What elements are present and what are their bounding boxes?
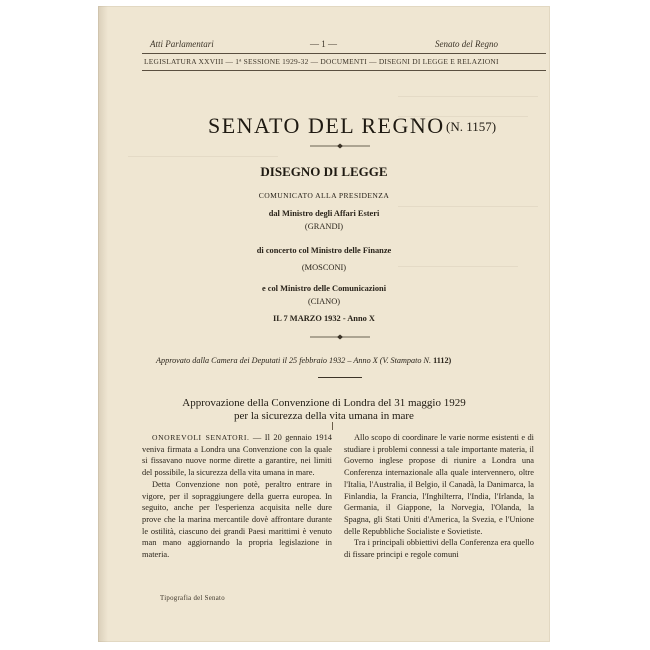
subject-line-2: per la sicurezza della vita umana in mare xyxy=(234,410,414,422)
approval-note xyxy=(156,356,451,365)
header-right: Senato del Regno xyxy=(435,39,498,49)
date-ornament-rule xyxy=(310,334,370,340)
bleed-through-line xyxy=(398,206,538,207)
left-column xyxy=(142,432,332,561)
left-paragraph-2: Detta Convenzione non potè, peraltro entrare in vigore, per il sopraggiungere della guerra europea. In seguito, anche per l'esperienza acquisita nelle dure prove che la marina mercantile dovè affrontare durante le ostilità, ciascuno dei grandi Paesi marittimi è venuto man mano aggiornando la propria legislazione in materia. xyxy=(142,479,332,560)
title-ornament-rule xyxy=(310,143,370,149)
legislature-meta-line: LEGISLATURA XXVIII — 1ª SESSIONE 1929-32 — DOCUMENTI — DISEGNI DI LEGGE E RELAZIONI xyxy=(144,57,499,66)
printer-footer: Tipografia del Senato xyxy=(160,595,225,602)
left-paragraph-1-text: — Il 20 gennaio 1914 veniva firmata a Londra una Convenzione con la quale si fissavano nuove norme dirette a garantire, nei limiti del possibile, la sicurezza della vita umana in mare. xyxy=(142,433,332,478)
approval-text: Approvato dalla Camera dei Deputati il 25 febbraio 1932 – Anno X (V. Stampato N. xyxy=(156,356,432,365)
page-number: — 1 — xyxy=(310,39,337,49)
minister-name-1: (GRANDI) xyxy=(304,222,344,231)
and-minister-line: e col Ministro delle Comunicazioni xyxy=(261,284,387,293)
concert-line: di concerto col Ministro delle Finanze xyxy=(256,246,392,255)
subject-line-1: Approvazione della Convenzione di Londra del 31 maggio 1929 xyxy=(182,397,466,409)
minister-name-2: (MOSCONI) xyxy=(301,263,347,272)
salutation: ONOREVOLI SENATORI. xyxy=(152,433,250,442)
right-paragraph-2: Tra i principali obbiettivi della Conferenza era quello di fissare principi e regole comuni xyxy=(344,538,534,560)
column-divider-mark xyxy=(332,422,333,430)
bill-heading: DISEGNO DI LEGGE xyxy=(260,164,388,179)
header-rule-top xyxy=(142,53,546,54)
right-paragraph-1: Allo scopo di coordinare le varie norme esistenti e di studiare i problemi connessi a tale importante materia, il Governo inglese propose di riunire a Londra una Conferenza internazionale alla quale intervennero, oltre l'Italia, l'Australia, il Belgio, il Canadà, la Danimarca, la Finlandia, la Francia, l'Inghilterra, l'India, l'Irlanda, la Germania, il Giappone, la Norvegia, l'Olanda, la Spagna, gli Stati Uniti d'America, la Svezia, e l'Unione delle Repubbliche Socialiste e Sovietiste. xyxy=(344,433,534,536)
minister-line: dal Ministro degli Affari Esteri xyxy=(268,209,380,218)
bleed-through-line xyxy=(128,156,278,157)
page-edge-shadow xyxy=(98,6,108,642)
bill-date: IL 7 MARZO 1932 - Anno X xyxy=(273,314,375,323)
header-left: Atti Parlamentari xyxy=(150,39,214,49)
document-number: (N. 1157) xyxy=(446,119,497,134)
bleed-through-line xyxy=(398,96,538,97)
minister-name-3: (CIANO) xyxy=(307,297,341,306)
right-column xyxy=(344,432,534,561)
communicated-line: COMUNICATO ALLA PRESIDENZA xyxy=(258,191,390,200)
header-rule-bottom xyxy=(142,70,546,71)
document-page xyxy=(98,6,550,642)
separator-rule xyxy=(318,377,362,378)
left-paragraph-1 xyxy=(142,432,332,479)
document-title: SENATO DEL REGNO xyxy=(208,113,445,138)
approval-number: 1112) xyxy=(433,356,452,365)
